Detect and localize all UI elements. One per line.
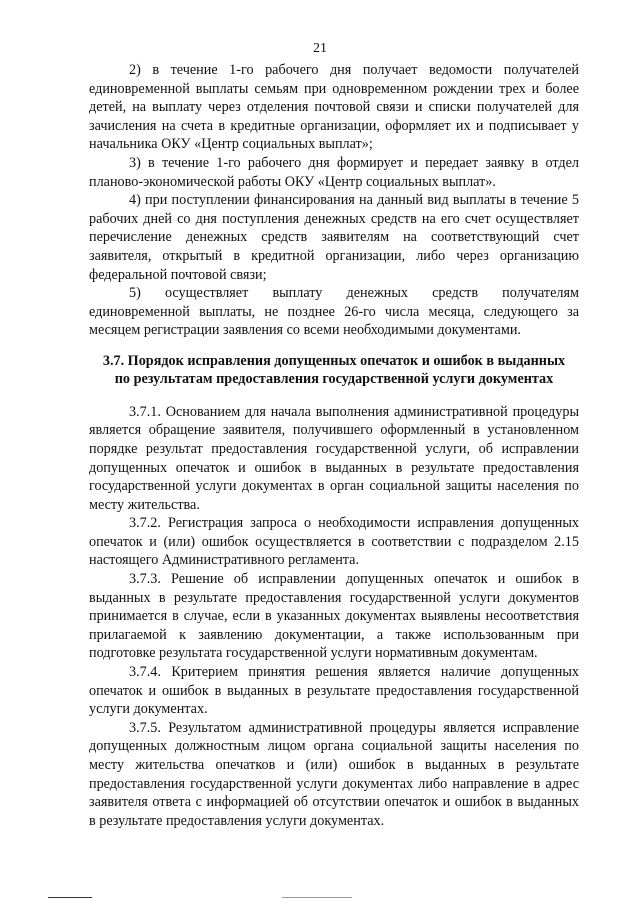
paragraph-3-7-2: 3.7.2. Регистрация запроса о необходимости исправления допущенных опечаток и (или) ошибок осуществляется в соответствии с подразделом 2.15 настоящего Административного регламента. <box>89 515 579 569</box>
section-heading-3-7: 3.7. Порядок исправления допущенных опечаток и ошибок в выданных по результатам предоставления государственной услуги документах <box>102 352 566 388</box>
paragraph-3-7-1: 3.7.1. Основанием для начала выполнения административной процедуры является обращение заявителя, получившего оформленный в установленном порядке результат предоставления государственной услуги, об исправлении допущенных опечаток и ошибок в выданных в результате предоставления государственной услуги документах в орган социальной защиты населения по месту жительства. <box>89 403 579 513</box>
paragraph-step-5: 5) осуществляет выплату денежных средств получателям единовременной выплаты, не позднее 26-го числа месяца, следующего за месяцем регистрации заявления со всеми необходимыми документами. <box>89 285 579 339</box>
document-body <box>89 61 579 830</box>
footer-rule-middle <box>282 897 352 898</box>
footer-rule-left <box>48 897 92 898</box>
page-number: 21 <box>313 41 327 56</box>
paragraph-step-4: 4) при поступлении финансирования на данный вид выплаты в течение 5 рабочих дней со дня поступления денежных средств на его счет осуществляет перечисление денежных средств заявителям на соответствующий счет заявителя, открытый в кредитной организации, либо через организацию федеральной почтовой связи; <box>89 192 579 283</box>
paragraph-3-7-4: 3.7.4. Критерием принятия решения является наличие допущенных опечаток и ошибок в выданных в результате предоставления государственной услуги документах. <box>89 664 579 718</box>
paragraph-3-7-3: 3.7.3. Решение об исправлении допущенных опечаток и ошибок в выданных в результате предоставления государственной услуги документов принимается в случае, если в указанных документах выявлены несоответствия прилагаемой к заявлению документации, а также использованным при подготовке результата государственной услуги нормативным документам. <box>89 571 579 662</box>
paragraph-step-3: 3) в течение 1-го рабочего дня формирует и передает заявку в отдел планово-экономической работы ОКУ «Центр социальных выплат». <box>89 154 579 190</box>
paragraph-step-2: 2) в течение 1-го рабочего дня получает ведомости получателей единовременной выплаты семьям при одновременном рождении трех и более детей, на выплату через отделения почтовой связи и списки получателей для зачисления на счета в кредитные организации, оформляет их и подписывает у начальника ОКУ «Центр социальных выплат»; <box>89 62 579 153</box>
paragraph-3-7-5: 3.7.5. Результатом административной процедуры является исправление допущенных должностным лицом органа социальной защиты населения по месту жительства опечатков и (или) ошибок в выданных в результате предоставления государственной услуги документах либо направление в адрес заявителя ответа с информацией об отсутствии опечаток и ошибок в выданных в результате предоставления услуги документах. <box>89 719 579 829</box>
